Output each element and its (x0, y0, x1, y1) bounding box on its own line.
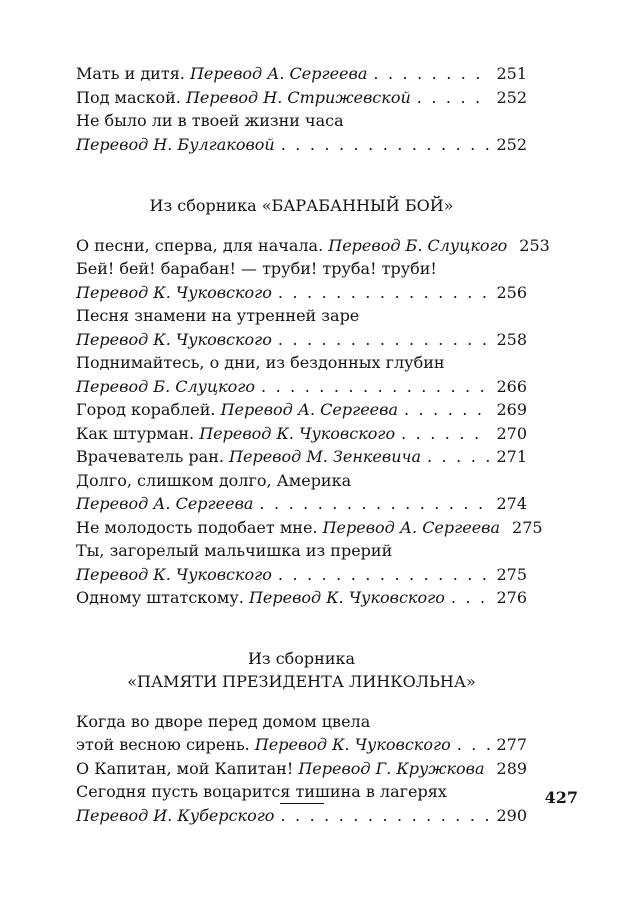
entry-translator: Перевод А. Сергеева (322, 517, 501, 537)
toc-body (76, 62, 550, 827)
page-number: 427 (544, 788, 578, 807)
entry-translator: Перевод К. Чуковского (76, 282, 272, 302)
dot-leader (401, 422, 490, 446)
section-heading-line: Из сборника (247, 648, 356, 668)
entry-page-number: 290 (496, 805, 527, 825)
dot-leader (259, 492, 490, 516)
toc-entry (76, 234, 550, 258)
section-heading-line: Из сборника «БАРАБАННЫЙ БОЙ» (149, 196, 454, 215)
toc-section (76, 194, 550, 610)
toc-entry-line (76, 62, 527, 86)
entry-translator: Перевод А. Сергеева (220, 400, 398, 419)
toc-entry (76, 398, 527, 422)
toc-entry-line (76, 733, 527, 757)
entry-title (76, 398, 398, 422)
toc-entry (76, 757, 527, 781)
toc-entry (76, 109, 527, 156)
entry-title (76, 733, 451, 757)
entry-page-number: 256 (496, 282, 527, 302)
entry-page-number: 289 (496, 758, 528, 778)
toc-entry-line (76, 133, 527, 157)
toc-entry-line (76, 351, 527, 375)
dot-leader (278, 281, 491, 305)
dot-leader (278, 563, 491, 587)
entry-translator: Перевод Б. Слуцкого (328, 235, 508, 255)
entry-title (76, 133, 275, 157)
toc-entry-line (76, 281, 527, 305)
entry-title (76, 757, 485, 781)
entry-title (76, 563, 272, 587)
entry-page-number: 277 (496, 735, 527, 754)
entry-page-number: 275 (496, 564, 527, 584)
toc-entry (76, 257, 527, 304)
entry-title-text: Поднимайтесь, о дни, из бездонных глубин (76, 353, 445, 372)
entry-title-text: Под маской. (76, 87, 186, 107)
dot-leader (261, 375, 490, 399)
toc-entry (76, 539, 527, 586)
entry-title-text: Песня знамени на утренней заре (76, 306, 360, 325)
entry-title (76, 375, 255, 399)
toc-entry-line (76, 710, 527, 734)
entry-translator: Перевод И. Куберского (76, 805, 275, 825)
table-of-contents (76, 62, 550, 827)
entry-title (76, 328, 272, 352)
entry-title (76, 86, 411, 110)
section-heading (76, 194, 527, 218)
toc-entry-line (76, 586, 527, 610)
toc-entry-line (76, 109, 527, 133)
dot-leader (373, 62, 490, 86)
entry-title-text: Врачеватель ран. (76, 447, 230, 466)
entry-page-number: 276 (496, 588, 527, 607)
toc-entry (76, 516, 543, 540)
entry-translator: Перевод Б. Слуцкого (76, 376, 256, 396)
toc-entry-line (76, 304, 527, 328)
entry-translator: Перевод Н. Стрижевской (185, 87, 411, 107)
toc-entry-line (76, 445, 527, 469)
toc-entry-line (76, 563, 527, 587)
toc-entry (76, 469, 527, 516)
dot-leader (281, 133, 491, 157)
toc-entry (76, 422, 527, 446)
entry-page-number: 252 (496, 134, 527, 154)
entry-title (76, 304, 359, 328)
toc-entry (76, 586, 527, 610)
entry-title (76, 539, 392, 563)
entry-title-text: Как штурман. (76, 423, 200, 443)
entry-title (76, 62, 367, 86)
toc-entry (76, 710, 527, 757)
toc-entry-line (76, 328, 527, 352)
toc-entry-line (76, 234, 550, 258)
toc-entry-line (76, 516, 543, 540)
entry-title (76, 109, 344, 133)
toc-entry-line (76, 86, 527, 110)
dot-leader (427, 445, 490, 469)
folio-rule (280, 803, 324, 804)
entry-title-text: Не было ли в твоей жизни часа (76, 111, 344, 130)
entry-translator: Перевод А. Сергеева (189, 64, 368, 83)
entry-title (76, 492, 253, 516)
entry-title (76, 469, 351, 493)
entry-title-text: Когда во дворе перед домом цвела (76, 711, 371, 731)
entry-title-text: О песни, сперва, для начала. (76, 235, 329, 255)
toc-entry (76, 445, 527, 469)
entry-translator: Перевод К. Чуковского (76, 564, 272, 584)
dot-leader (278, 328, 491, 352)
toc-entry-line (76, 757, 527, 781)
toc-entry-line (76, 422, 527, 446)
toc-entry (76, 351, 527, 398)
toc-entry (76, 304, 527, 351)
entry-page-number: 253 (519, 235, 550, 255)
entry-translator: Перевод К. Чуковского (199, 423, 396, 443)
entry-translator: Перевод К. Чуковского (254, 735, 451, 754)
entry-title (76, 351, 445, 375)
entry-title (76, 234, 507, 258)
toc-entry-line (76, 492, 527, 516)
dot-leader (457, 733, 491, 757)
entry-translator: Перевод Н. Булгаковой (76, 134, 275, 154)
entry-title-text: Сегодня пусть воцарится тишина в лагерях (76, 782, 447, 801)
entry-title-text: Одному штатскому. (76, 588, 249, 607)
entry-page-number: 251 (496, 64, 527, 83)
entry-title (76, 804, 274, 828)
section-heading-line: «ПАМЯТИ ПРЕЗИДЕНТА ЛИНКОЛЬНА» (127, 672, 476, 691)
entry-translator: Перевод К. Чуковского (76, 329, 272, 349)
entry-title-text: Ты, загорелый мальчишка из прерий (76, 541, 393, 560)
entry-page-number: 258 (496, 329, 527, 349)
dot-leader (404, 398, 490, 422)
dot-leader (451, 586, 491, 610)
entry-title-text: Долго, слишком долго, Америка (76, 470, 352, 490)
entry-title (76, 422, 395, 446)
entry-title (76, 281, 272, 305)
toc-entry (76, 86, 527, 110)
entry-translator: Перевод А. Сергеева (76, 494, 254, 513)
entry-title-text: Бей! бей! барабан! — труби! труба! труби! (76, 259, 437, 278)
toc-section (76, 62, 527, 156)
entry-page-number: 275 (512, 517, 543, 537)
entry-page-number: 269 (496, 400, 527, 419)
entry-title-text: Мать и дитя. (76, 64, 190, 83)
entry-page-number: 270 (496, 423, 527, 443)
toc-entry-line (76, 780, 527, 804)
toc-entry-line (76, 469, 527, 493)
entry-title (76, 516, 500, 540)
toc-entry-line (76, 398, 527, 422)
entry-page-number: 266 (496, 376, 527, 396)
entry-title-text: этой весною сирень. (76, 735, 255, 754)
entry-title (76, 445, 421, 469)
entry-title-text: Город кораблей. (76, 400, 221, 419)
toc-entry-line (76, 375, 527, 399)
entry-page-number: 274 (496, 494, 527, 513)
entry-page-number: 252 (496, 87, 527, 107)
entry-title-text: О Капитан, мой Капитан! (76, 758, 299, 778)
toc-entry-line (76, 257, 527, 281)
toc-section (76, 647, 527, 828)
toc-entry (76, 62, 527, 86)
entry-translator: Перевод К. Чуковского (248, 588, 445, 607)
entry-title (76, 257, 437, 281)
entry-title (76, 586, 445, 610)
entry-title (76, 780, 447, 804)
toc-entry-line (76, 539, 527, 563)
dot-leader (417, 86, 491, 110)
entry-translator: Перевод Г. Кружкова (298, 758, 485, 778)
dot-leader (280, 804, 490, 828)
entry-title-text: Не молодость подобает мне. (76, 517, 323, 537)
section-heading (76, 647, 527, 694)
entry-translator: Перевод М. Зенкевича (229, 447, 421, 466)
entry-page-number: 271 (496, 447, 527, 466)
toc-entry-line (76, 804, 527, 828)
entry-title (76, 710, 370, 734)
